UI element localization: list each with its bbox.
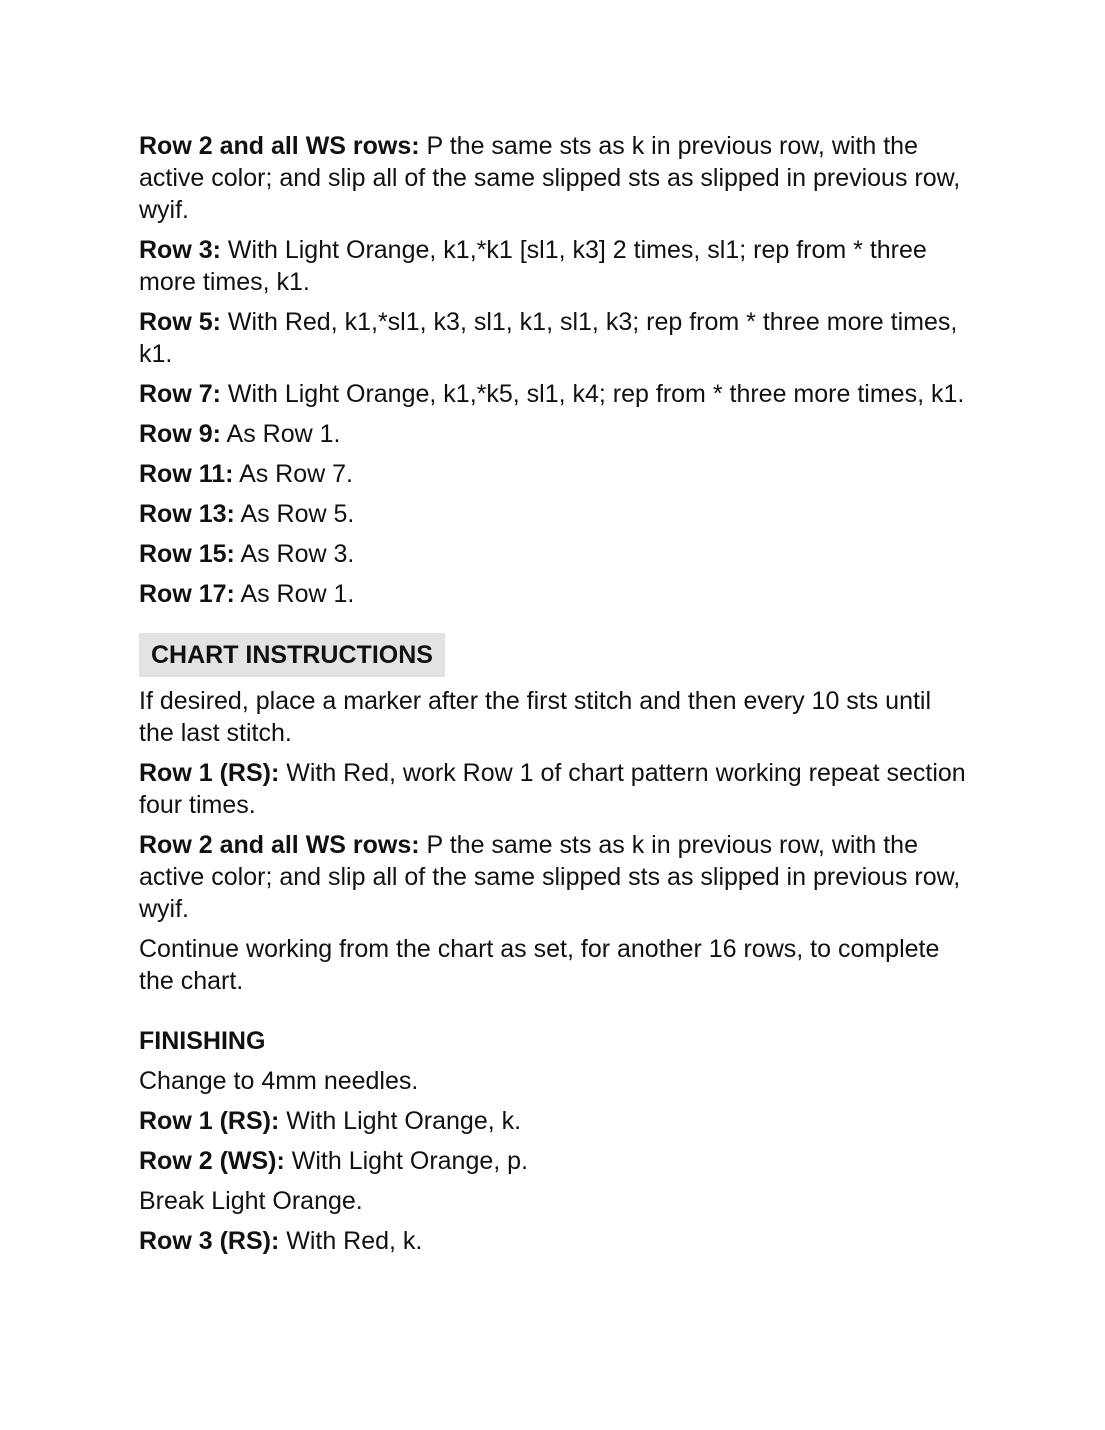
row-label: Row 13: [139,500,235,528]
row-text: With Red, k1,*sl1, k3, sl1, k1, sl1, k3; rep from * three more times, k1. [139,308,958,368]
instruction-row-9 [139,418,969,450]
row-text: As Row 1. [226,420,341,448]
instruction-row-7 [139,378,969,410]
row-label: Row 3: [139,236,221,264]
row-text: As Row 3. [240,540,355,568]
row-label: Row 15: [139,540,235,568]
finishing-row-1 [139,1105,969,1137]
spacer [139,1005,969,1025]
instruction-row-3 [139,234,969,298]
instruction-row-5 [139,306,969,370]
instruction-row-13 [139,498,969,530]
finishing-row-2 [139,1145,969,1177]
row-text: P the same sts as k in previous row, with the active color; and slip all of the same slipped sts as slipped in previous row, wyif. [139,132,961,224]
finishing-section [139,1025,969,1257]
document-page [139,130,969,1265]
row-label: Row 7: [139,380,221,408]
row-text: With Light Orange, k1,*k1 [sl1, k3] 2 times, sl1; rep from * three more times, k1. [139,236,927,296]
row-label: Row 2 (WS): [139,1147,285,1175]
row-label: Row 17: [139,580,235,608]
row-text: As Row 5. [240,500,355,528]
instruction-row-11 [139,458,969,490]
finishing-break: Break Light Orange. [139,1187,363,1215]
row-label: Row 5: [139,308,221,336]
chart-outro: Continue working from the chart as set, for another 16 rows, to complete the chart. [139,935,940,995]
top-rows [139,130,969,610]
chart-row-1 [139,757,969,821]
row-text: With Red, work Row 1 of chart pattern working repeat section four times. [139,759,966,819]
instruction-row-ws [139,130,969,226]
spacer [139,618,969,633]
chart-instructions-section [139,633,969,997]
row-text: As Row 1. [240,580,355,608]
row-label: Row 2 and all WS rows: [139,831,420,859]
section-heading-finishing: FINISHING [139,1027,266,1055]
row-label: Row 3 (RS): [139,1227,280,1255]
row-text: With Light Orange, k. [286,1107,522,1135]
section-heading-chart-instructions: CHART INSTRUCTIONS [139,633,445,677]
row-text: With Light Orange, k1,*k5, sl1, k4; rep from * three more times, k1. [227,380,965,408]
row-text: With Red, k. [286,1227,423,1255]
instruction-row-17 [139,578,969,610]
finishing-row-3 [139,1225,969,1257]
finishing-intro: Change to 4mm needles. [139,1067,419,1095]
chart-row-ws [139,829,969,925]
row-label: Row 1 (RS): [139,759,280,787]
row-text: P the same sts as k in previous row, with the active color; and slip all of the same slipped sts as slipped in previous row, wyif. [139,831,961,923]
row-text: As Row 7. [239,460,353,488]
row-label: Row 1 (RS): [139,1107,280,1135]
row-text: With Light Orange, p. [291,1147,529,1175]
row-label: Row 11: [139,460,234,488]
chart-intro: If desired, place a marker after the first stitch and then every 10 sts until the last stitch. [139,687,932,747]
row-label: Row 9: [139,420,221,448]
row-label: Row 2 and all WS rows: [139,132,420,160]
instruction-row-15 [139,538,969,570]
